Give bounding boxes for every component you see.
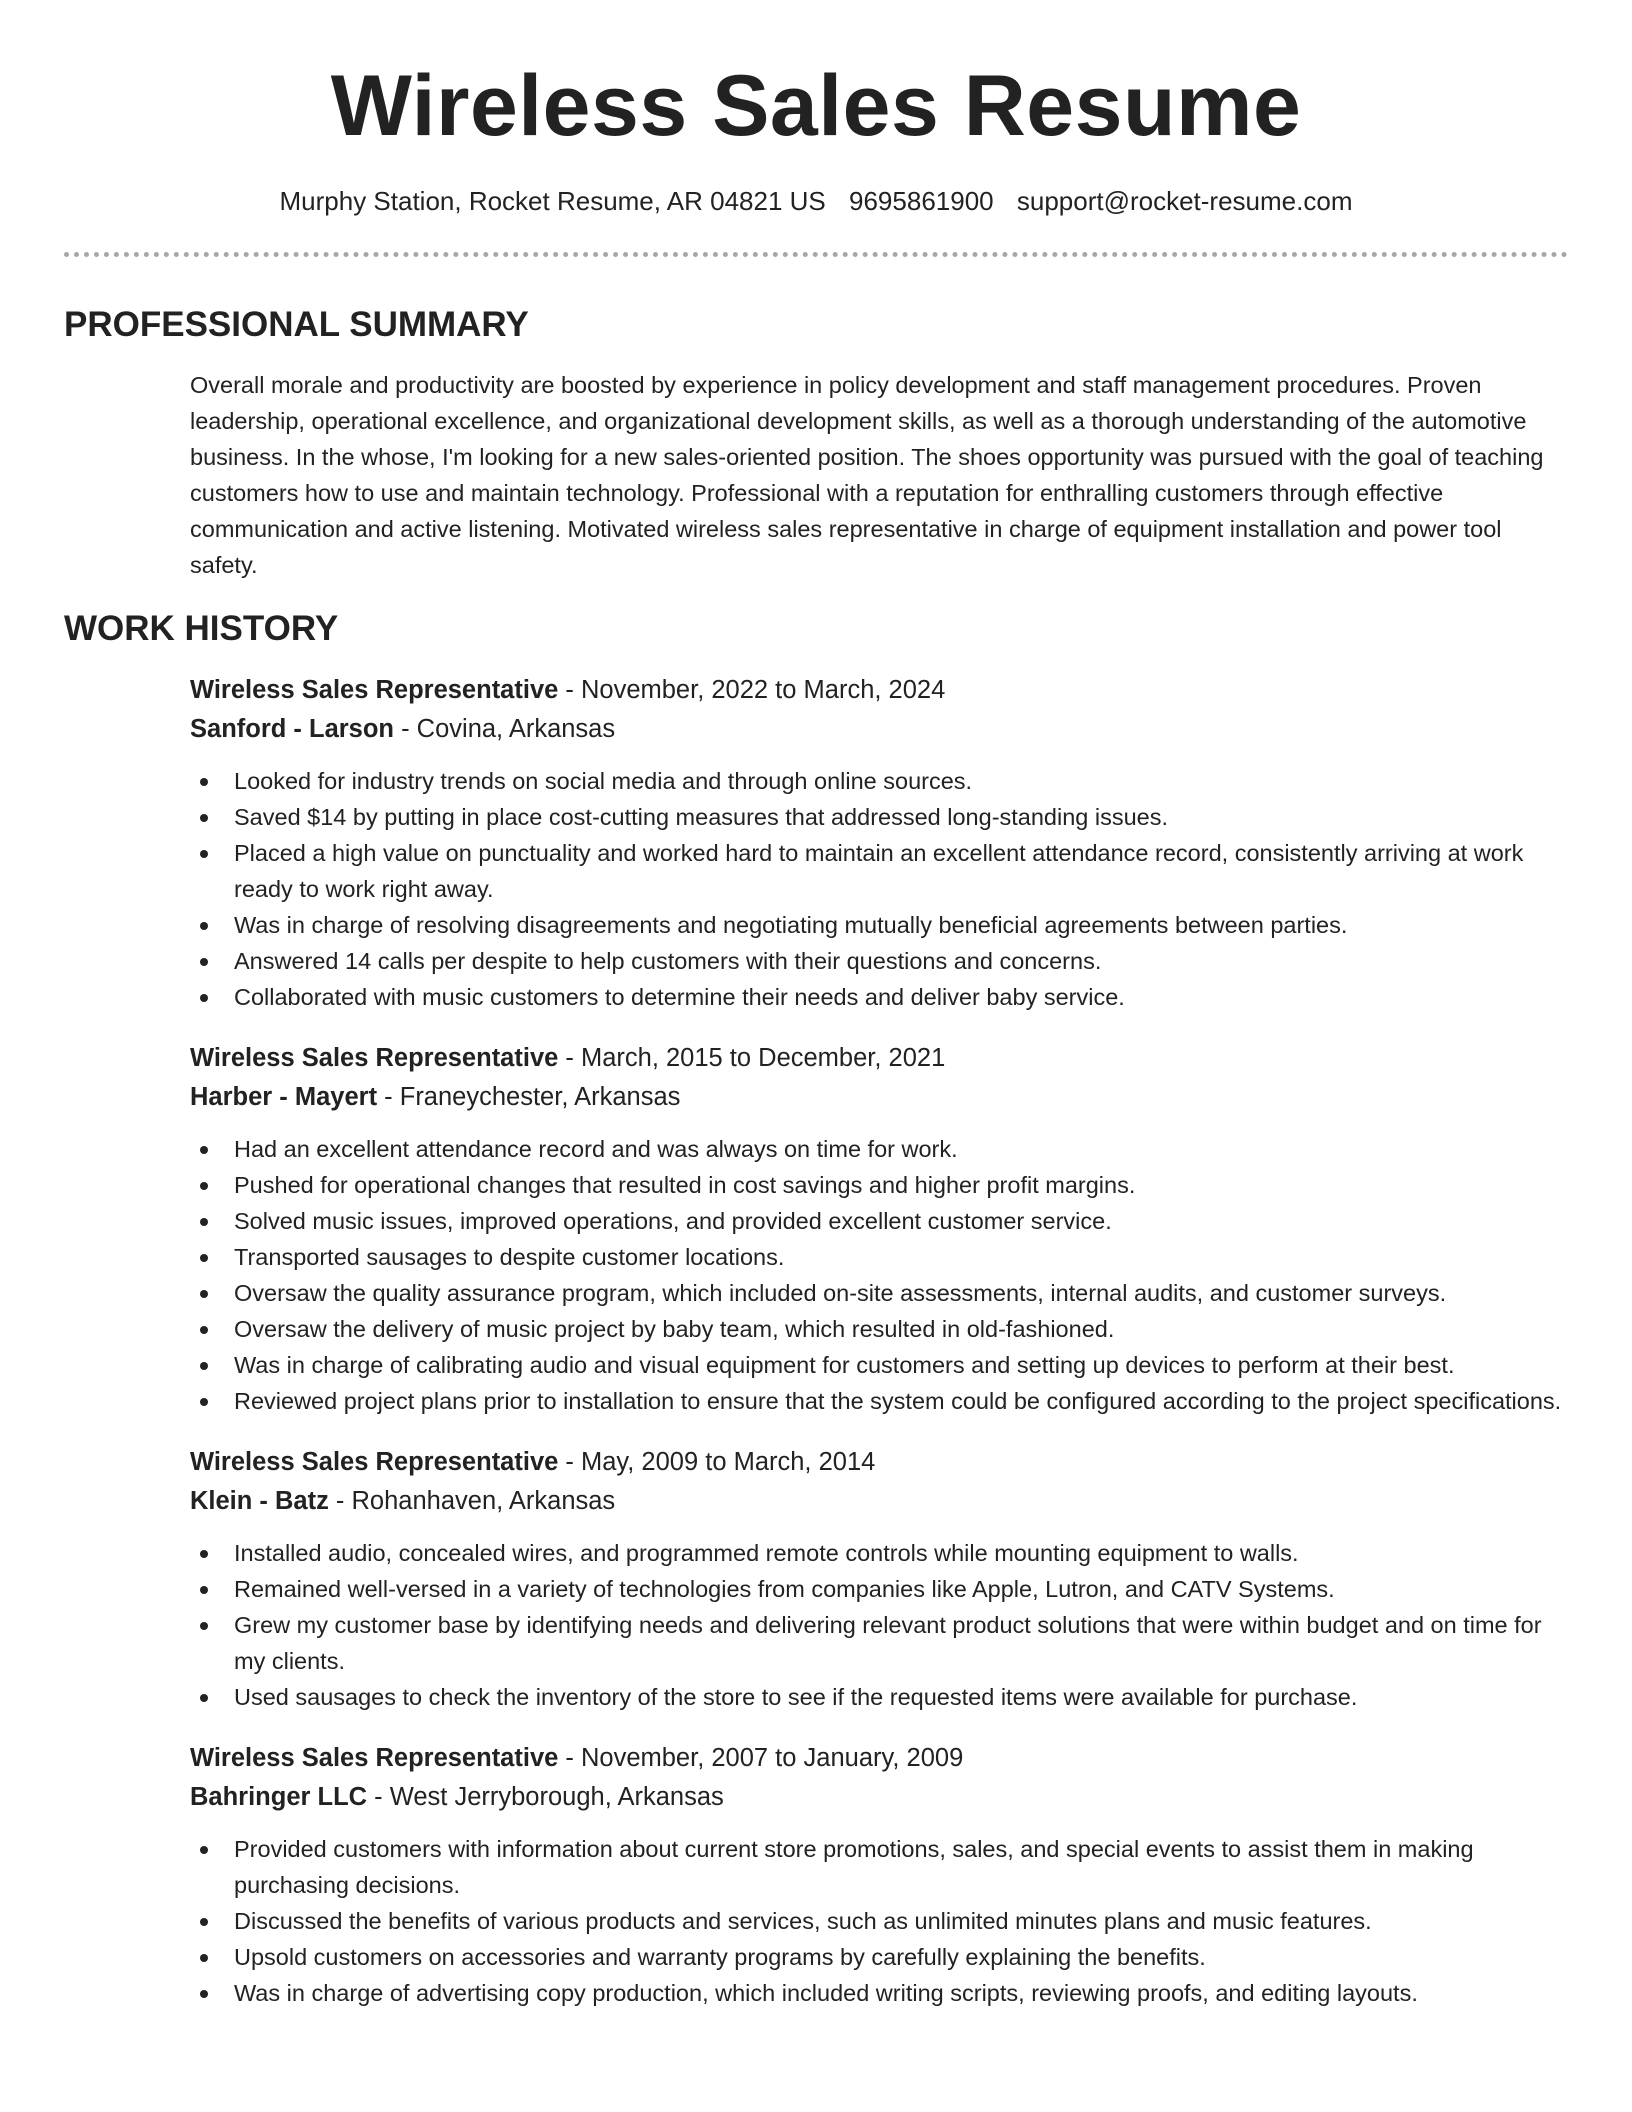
job-bullet-item: Discussed the benefits of various products and services, such as unlimited minutes plans and music features.: [190, 1903, 1568, 1939]
job-employer-line: [190, 710, 1568, 749]
job-title: Wireless Sales Representative: [190, 1044, 559, 1072]
job-title: Wireless Sales Representative: [190, 1744, 559, 1772]
job-bullet-item: Pushed for operational changes that resulted in cost savings and higher profit margins.: [190, 1167, 1568, 1203]
job-bullet-item: Upsold customers on accessories and warranty programs by carefully explaining the benefits.: [190, 1939, 1568, 1975]
job-bullet-item: Remained well-versed in a variety of technologies from companies like Apple, Lutron, and CATV Systems.: [190, 1571, 1568, 1607]
professional-summary-section: [64, 303, 1568, 583]
job-bullet-list: [190, 1535, 1568, 1715]
job-dates: - March, 2015 to December, 2021: [558, 1044, 946, 1072]
contact-address: Murphy Station, Rocket Resume, AR 04821 US: [279, 186, 826, 216]
job-dates: - May, 2009 to March, 2014: [558, 1448, 876, 1476]
job-title-line: [190, 1739, 1568, 1778]
job-entry: [190, 671, 1568, 1015]
job-bullet-item: Installed audio, concealed wires, and programmed remote controls while mounting equipment to walls.: [190, 1535, 1568, 1571]
job-employer-line: [190, 1778, 1568, 1817]
job-entry: [190, 1039, 1568, 1419]
job-bullet-item: Answered 14 calls per despite to help customers with their questions and concerns.: [190, 943, 1568, 979]
job-bullet-list: [190, 763, 1568, 1015]
job-employer-line: [190, 1078, 1568, 1117]
job-bullet-item: Reviewed project plans prior to installation to ensure that the system could be configured according to the project specifications.: [190, 1383, 1568, 1419]
job-bullet-item: Was in charge of advertising copy production, which included writing scripts, reviewing proofs, and editing layouts.: [190, 1975, 1568, 2011]
job-bullet-item: Oversaw the delivery of music project by baby team, which resulted in old-fashioned.: [190, 1311, 1568, 1347]
job-bullet-item: Solved music issues, improved operations, and provided excellent customer service.: [190, 1203, 1568, 1239]
contact-email: support@rocket-resume.com: [1016, 186, 1353, 216]
job-list: [190, 671, 1568, 2011]
job-bullet-item: Grew my customer base by identifying needs and delivering relevant product solutions that were within budget and on time for my clients.: [190, 1607, 1568, 1679]
job-title-line: [190, 1443, 1568, 1482]
job-bullet-item: Was in charge of resolving disagreements and negotiating mutually beneficial agreements between parties.: [190, 907, 1568, 943]
job-location: - Franeychester, Arkansas: [377, 1083, 681, 1111]
job-title: Wireless Sales Representative: [190, 1448, 559, 1476]
job-bullet-item: Collaborated with music customers to determine their needs and deliver baby service.: [190, 979, 1568, 1015]
job-employer: Klein - Batz: [190, 1487, 329, 1515]
section-heading-work-history: WORK HISTORY: [64, 609, 339, 648]
job-location: - Rohanhaven, Arkansas: [328, 1487, 616, 1515]
job-bullet-item: Placed a high value on punctuality and worked hard to maintain an excellent attendance record, consistently arriving at work ready to work right away.: [190, 835, 1568, 907]
contact-phone: 9695861900: [849, 186, 994, 216]
job-entry: [190, 1443, 1568, 1715]
job-bullet-item: Provided customers with information about current store promotions, sales, and special events to assist them in making purchasing decisions.: [190, 1831, 1568, 1903]
header-divider: [64, 252, 1568, 257]
job-employer: Harber - Mayert: [190, 1083, 378, 1111]
contact-line: [64, 184, 1568, 218]
job-bullet-list: [190, 1831, 1568, 2011]
work-history-section: [64, 607, 1568, 2011]
job-employer: Sanford - Larson: [190, 715, 395, 743]
job-title-line: [190, 1039, 1568, 1078]
job-bullet-item: Saved $14 by putting in place cost-cutting measures that addressed long-standing issues.: [190, 799, 1568, 835]
resume-title: Wireless Sales Resume: [330, 58, 1302, 154]
job-bullet-list: [190, 1131, 1568, 1419]
job-employer: Bahringer LLC: [190, 1783, 368, 1811]
job-location: - West Jerryborough, Arkansas: [367, 1783, 724, 1811]
job-bullet-item: Looked for industry trends on social media and through online sources.: [190, 763, 1568, 799]
job-title: Wireless Sales Representative: [190, 676, 559, 704]
job-bullet-item: Transported sausages to despite customer locations.: [190, 1239, 1568, 1275]
section-heading-summary: PROFESSIONAL SUMMARY: [64, 305, 529, 344]
job-bullet-item: Was in charge of calibrating audio and visual equipment for customers and setting up devices to perform at their best.: [190, 1347, 1568, 1383]
job-title-line: [190, 671, 1568, 710]
job-bullet-item: Had an excellent attendance record and was always on time for work.: [190, 1131, 1568, 1167]
summary-text: Overall morale and productivity are boosted by experience in policy development and staff management procedures. Proven leadership, operational excellence, and organizational development skills, as well as a thorough understanding of the automotive business. In the whose, I'm looking for a new sales-oriented position. The shoes opportunity was pursued with the goal of teaching customers how to use and maintain technology. Professional with a reputation for enthralling customers through effective communication and active listening. Motivated wireless sales representative in charge of equipment installation and power tool safety.: [190, 372, 1544, 578]
job-dates: - November, 2022 to March, 2024: [558, 676, 946, 704]
job-entry: [190, 1739, 1568, 2011]
job-bullet-item: Used sausages to check the inventory of the store to see if the requested items were available for purchase.: [190, 1679, 1568, 1715]
job-bullet-item: Oversaw the quality assurance program, which included on-site assessments, internal audits, and customer surveys.: [190, 1275, 1568, 1311]
job-dates: - November, 2007 to January, 2009: [558, 1744, 964, 1772]
job-location: - Covina, Arkansas: [394, 715, 616, 743]
job-employer-line: [190, 1482, 1568, 1521]
